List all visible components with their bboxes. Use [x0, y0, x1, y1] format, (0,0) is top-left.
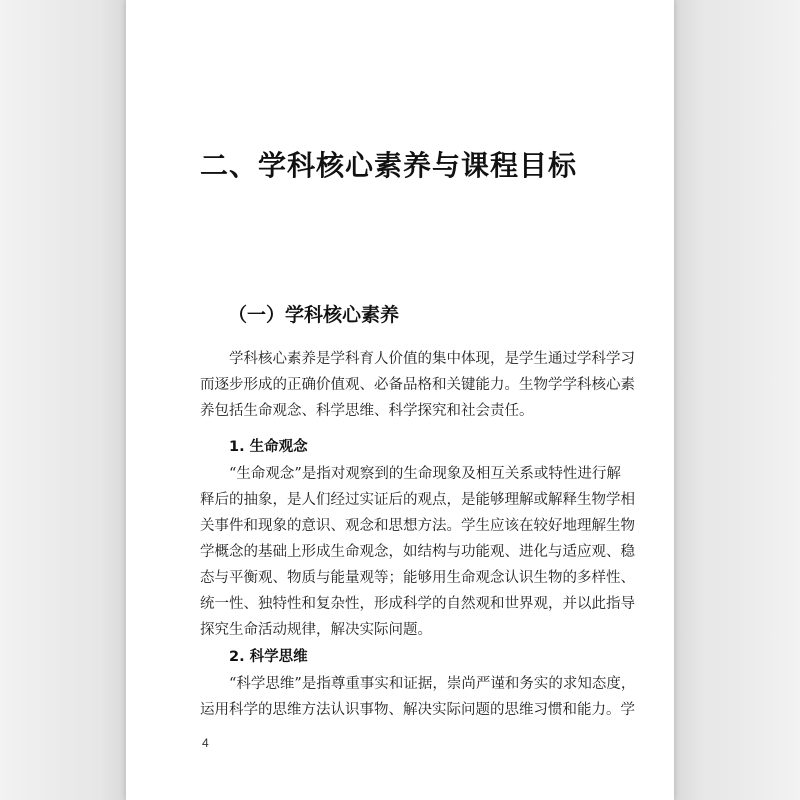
intro-line-1: 学科核心素养是学科育人价值的集中体现，是学生通过学科学习	[229, 351, 635, 367]
life-concept-line-7: 探究生命活动规律，解决实际问题。	[200, 622, 432, 638]
life-concept-line-1: “生命观念”是指对观察到的生命现象及相互关系或特性进行解	[229, 466, 621, 482]
scientific-thinking-line-1: “科学思维”是指尊重事实和证据，崇尚严谨和务实的求知态度，	[229, 676, 636, 692]
scientific-thinking-paragraph	[200, 671, 636, 723]
intro-line-2: 而逐步形成的正确价值观、必备品格和关键能力。生物学学科核心素	[200, 377, 635, 393]
subheading-scientific-thinking: 2. 科学思维	[229, 649, 308, 665]
book-page	[126, 0, 674, 800]
section-title: （一）学科核心素养	[228, 304, 400, 326]
intro-line-3: 养包括生命观念、科学思维、科学探究和社会责任。	[200, 403, 534, 419]
intro-paragraph	[200, 346, 635, 424]
life-concept-line-3: 关事件和现象的意识、观念和思想方法。学生应该在较好地理解生物	[200, 518, 635, 534]
page-number: 4	[202, 736, 209, 750]
life-concept-line-6: 统一性、独特性和复杂性，形成科学的自然观和世界观，并以此指导	[200, 596, 635, 612]
life-concept-line-5: 态与平衡观、物质与能量观等；能够用生命观念认识生物的多样性、	[200, 570, 635, 586]
life-concept-paragraph	[200, 461, 635, 643]
scientific-thinking-line-2: 运用科学的思维方法认识事物、解决实际问题的思维习惯和能力。学	[200, 702, 635, 718]
life-concept-line-4: 学概念的基础上形成生命观念，如结构与功能观、进化与适应观、稳	[200, 544, 635, 560]
chapter-title: 二、学科核心素养与课程目标	[200, 149, 578, 182]
left-margin-shadow	[0, 0, 126, 800]
life-concept-line-2: 释后的抽象，是人们经过实证后的观点，是能够理解或解释生物学相	[200, 492, 635, 508]
subheading-life-concept: 1. 生命观念	[229, 439, 308, 455]
right-margin-shadow	[674, 0, 800, 800]
